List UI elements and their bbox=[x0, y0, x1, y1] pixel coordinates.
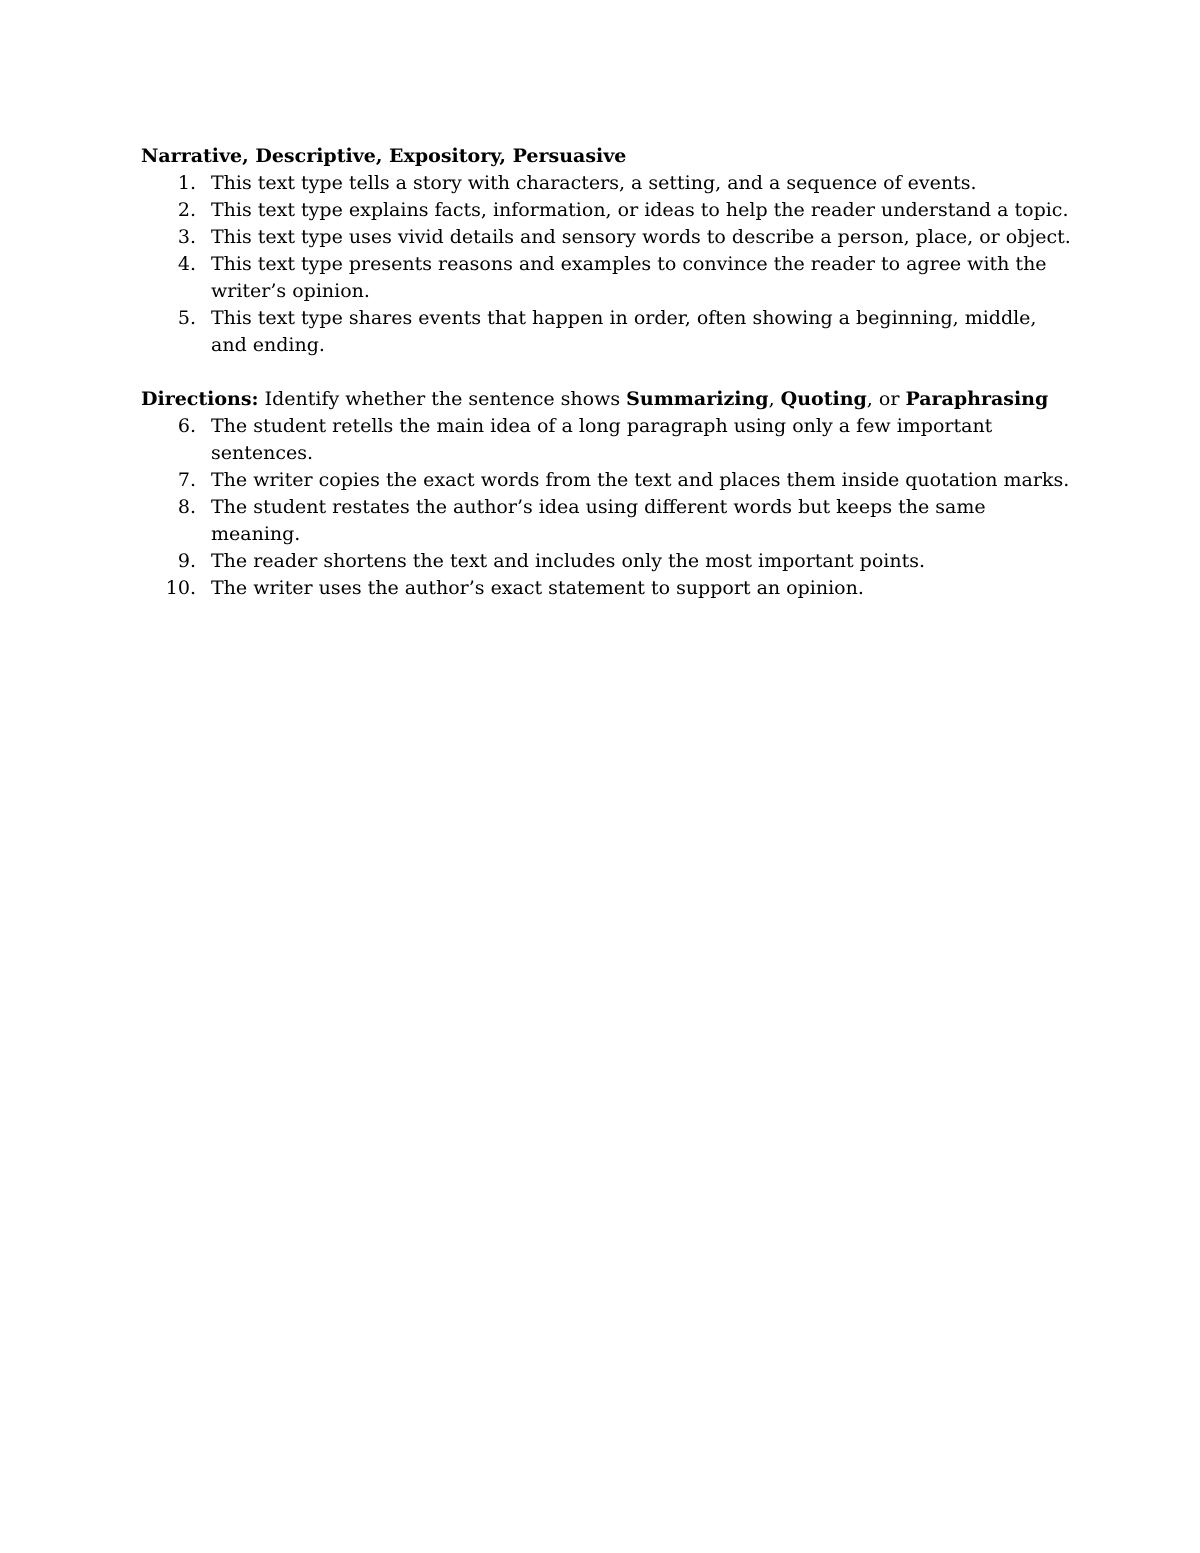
item-number: 7. bbox=[177, 469, 196, 491]
list-item bbox=[141, 197, 1071, 224]
item-text: This text type presents reasons and examples to convince the reader to agree with the writer’s opinion. bbox=[211, 253, 1047, 302]
directions-label: Directions: bbox=[141, 388, 259, 410]
list-item bbox=[141, 170, 1071, 197]
list-item bbox=[141, 467, 1071, 494]
list-item bbox=[141, 575, 1071, 602]
text-type-list bbox=[141, 170, 1071, 359]
section-heading: Narrative, Descriptive, Expository, Persuasive bbox=[141, 145, 627, 167]
item-number: 1. bbox=[177, 172, 196, 194]
option-quoting: Quoting bbox=[780, 388, 867, 410]
option-summarizing: Summarizing bbox=[626, 388, 769, 410]
list-item bbox=[141, 305, 1071, 359]
directions-line bbox=[141, 386, 1071, 413]
item-text: The student restates the author’s idea using different words but keeps the same meaning. bbox=[211, 496, 986, 545]
list-item bbox=[141, 548, 1071, 575]
item-text: The reader shortens the text and includes only the most important points. bbox=[211, 550, 926, 572]
list-item bbox=[141, 251, 1071, 305]
separator: , or bbox=[866, 388, 906, 410]
item-number: 6. bbox=[177, 415, 196, 437]
item-text: This text type explains facts, information, or ideas to help the reader understand a topic. bbox=[211, 199, 1069, 221]
option-paraphrasing: Paraphrasing bbox=[905, 388, 1049, 410]
list-item bbox=[141, 224, 1071, 251]
directions-text: Identify whether the sentence shows bbox=[258, 388, 627, 410]
item-text: This text type uses vivid details and sensory words to describe a person, place, or object. bbox=[211, 226, 1071, 248]
item-number: 10. bbox=[165, 577, 196, 599]
item-text: This text type tells a story with characters, a setting, and a sequence of events. bbox=[211, 172, 977, 194]
item-text: The student retells the main idea of a long paragraph using only a few important sentences. bbox=[211, 415, 993, 464]
directions-block bbox=[141, 386, 1071, 413]
identify-list bbox=[141, 413, 1071, 602]
item-text: This text type shares events that happen in order, often showing a beginning, middle, and ending. bbox=[211, 307, 1037, 356]
item-text: The writer uses the author’s exact statement to support an opinion. bbox=[211, 577, 864, 599]
document-content bbox=[141, 143, 1071, 602]
list-item bbox=[141, 494, 1071, 548]
item-number: 5. bbox=[177, 307, 196, 329]
list-item bbox=[141, 413, 1071, 467]
item-number: 2. bbox=[177, 199, 196, 221]
item-text: The writer copies the exact words from the text and places them inside quotation marks. bbox=[211, 469, 1070, 491]
separator: , bbox=[768, 388, 781, 410]
item-number: 4. bbox=[177, 253, 196, 275]
item-number: 3. bbox=[177, 226, 196, 248]
item-number: 8. bbox=[177, 496, 196, 518]
item-number: 9. bbox=[177, 550, 196, 572]
